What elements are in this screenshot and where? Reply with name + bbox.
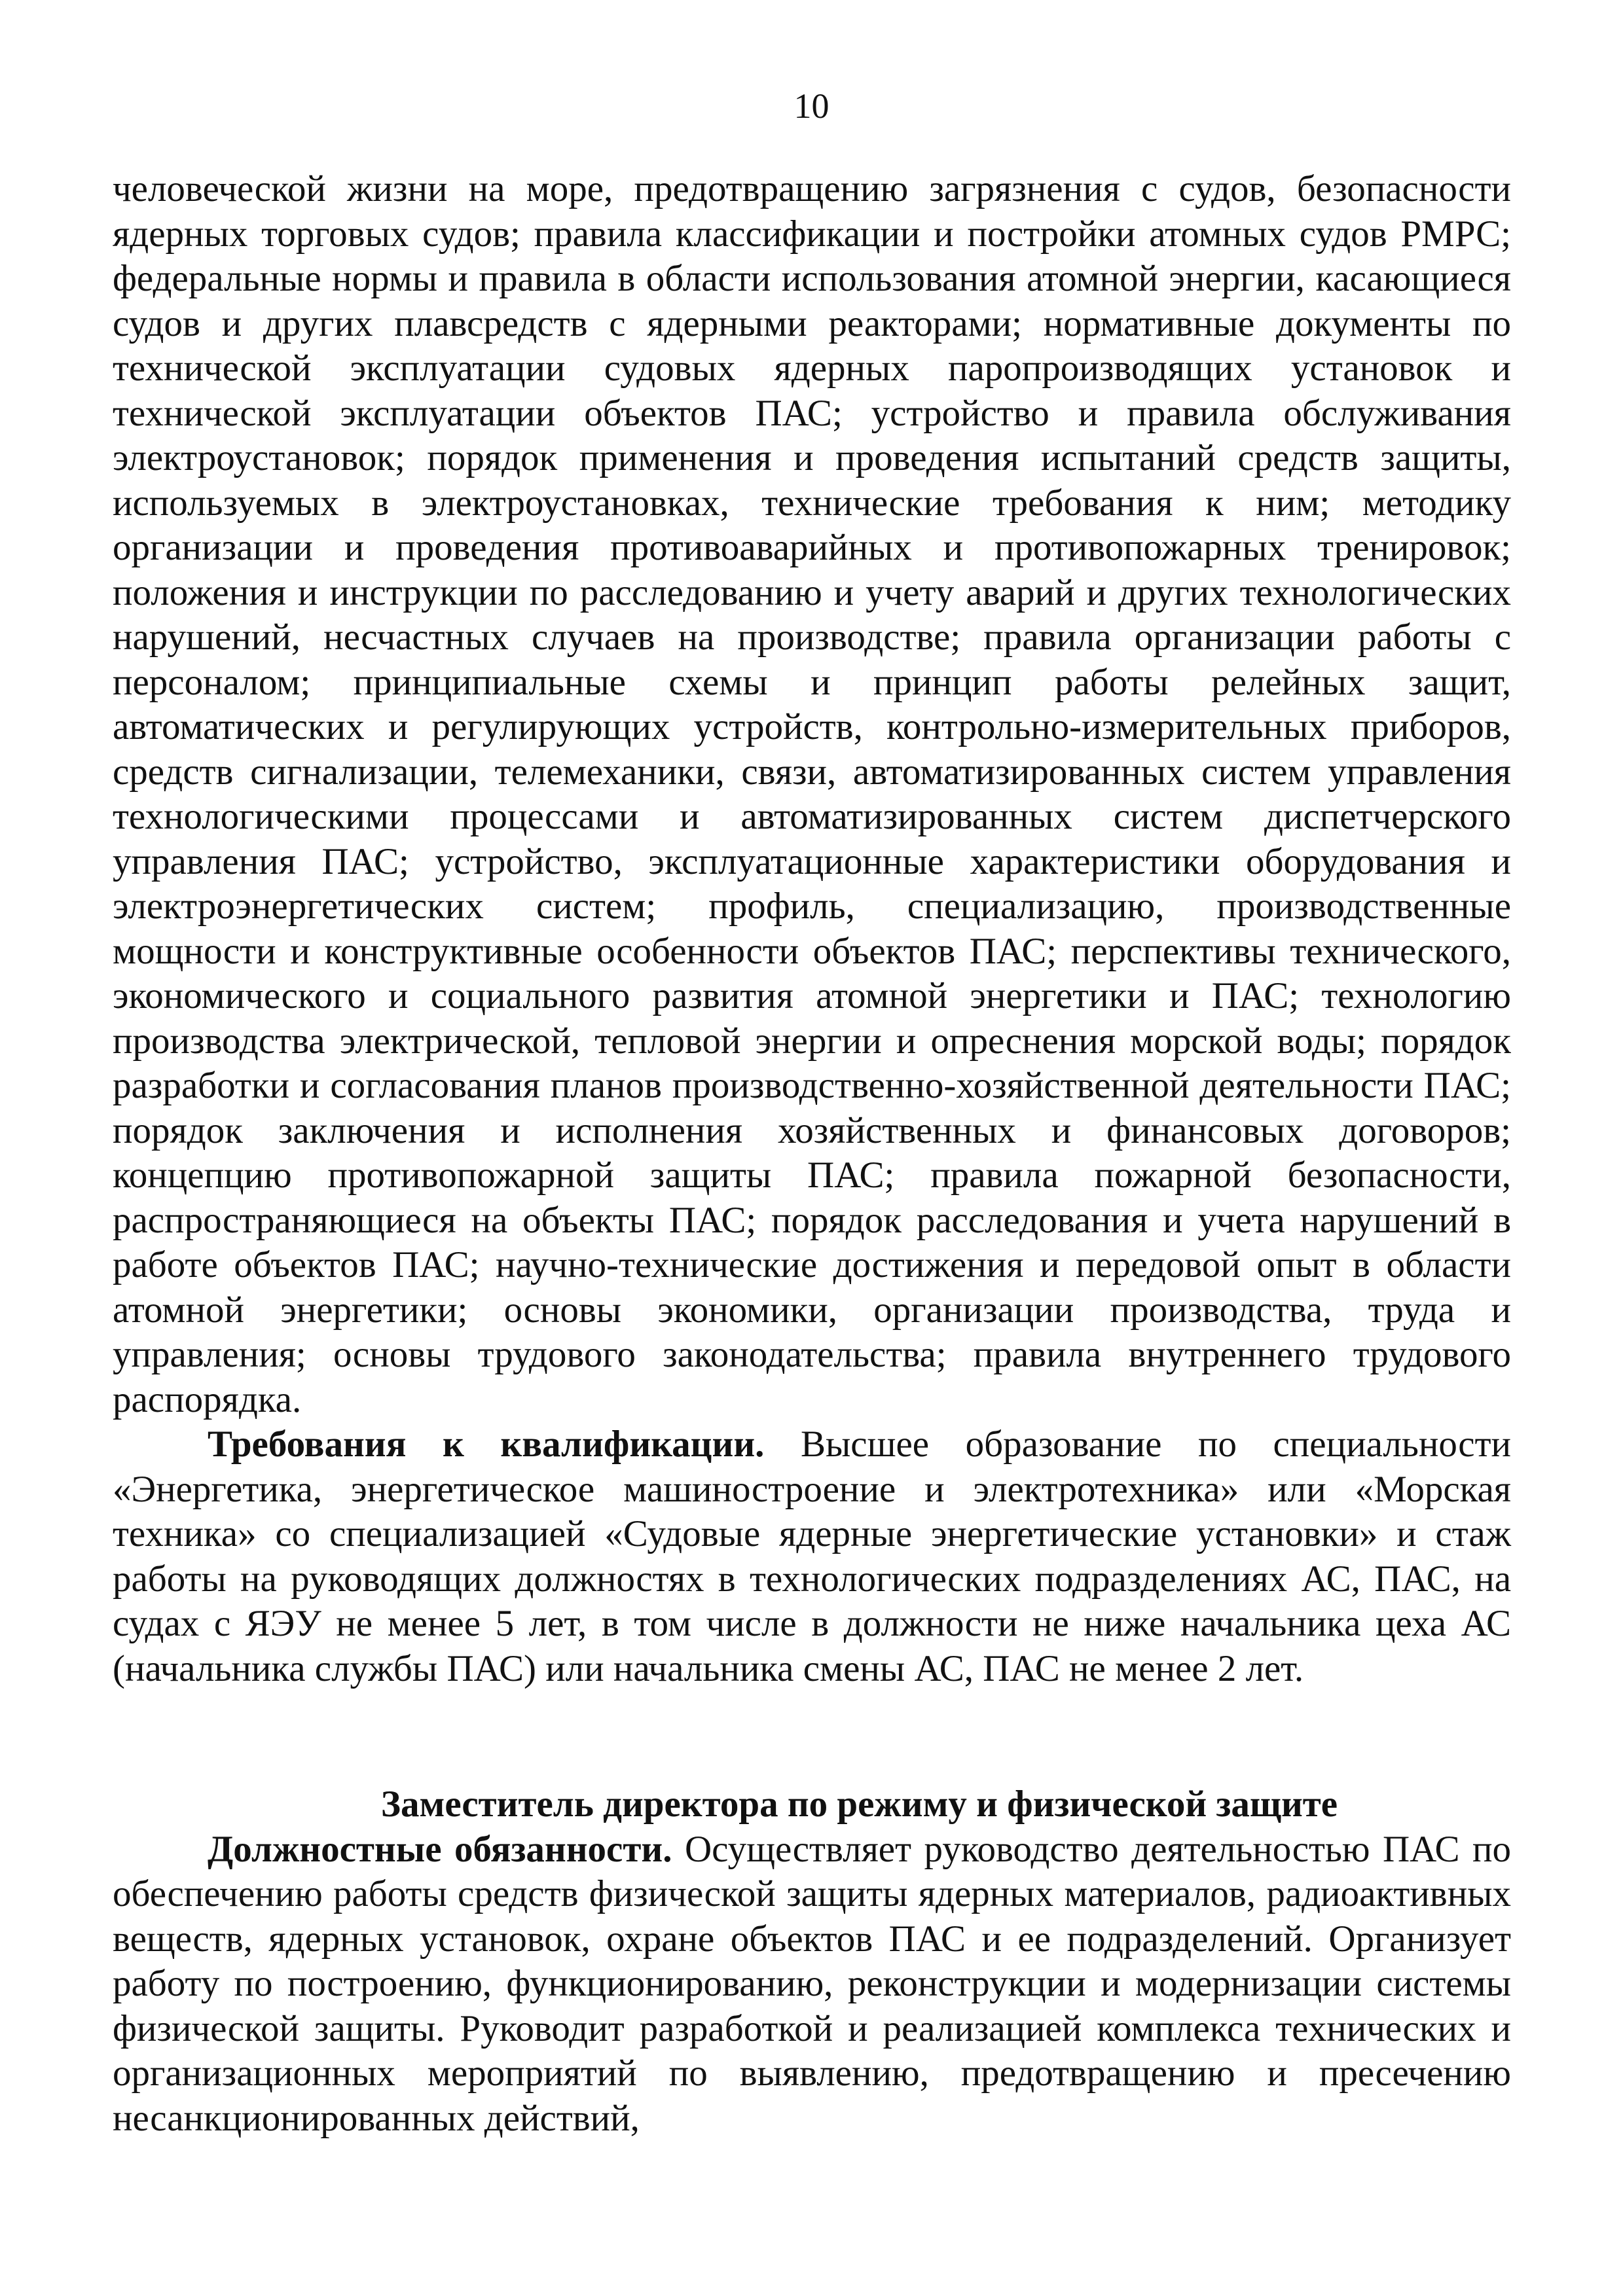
qualification-label: Требования к квалификации. bbox=[208, 1424, 765, 1465]
duties-text: Осуществляет руководство деятельностью ПАС по обеспечению работы средств физической защиты ядерных материалов, радиоактивных веществ, ядерных установок, охране объектов ПАС и ее подразделений. Организует работу по построению, функционированию, реконструкции и модернизации системы физической защиты. Руководит разработкой и реализацией комплекса технических и организационных мероприятий по выявлению, предотвращению и пресечению несанкционированных действий, bbox=[113, 1828, 1511, 2139]
qualification-text: Высшее образование по специальности «Энергетика, энергетическое машиностроение и электротехника» или «Морская техника» со специализацией «Судовые ядерные энергетические установки» и стаж работы на руководящих должностях в технологических подразделениях АС, ПАС, на судах с ЯЭУ не менее 5 лет, в том числе в должности не ниже начальника цеха АС (начальника службы ПАС) или начальника смены АС, ПАС не менее 2 лет. bbox=[113, 1424, 1511, 1689]
duties-label: Должностные обязанности. bbox=[208, 1828, 672, 1870]
section-heading: Заместитель директора по режиму и физической защите bbox=[380, 1784, 1338, 1825]
continuation-paragraph: человеческой жизни на море, предотвращению загрязнения с судов, безопасности ядерных торговых судов; правила классификации и постройки атомных судов РМРС; федеральные нормы и правила в области использования атомной энергии, касающиеся судов и других плавсредств с ядерными реакторами; нормативные документы по технической эксплуатации судовых ядерных паропроизводящих установок и технической эксплуатации объектов ПАС; устройство и правила обслуживания электроустановок; порядок применения и проведения испытаний средств защиты, используемых в электроустановках, технические требования к ним; методику организации и проведения противоаварийных и противопожарных тренировок; положения и инструкции по расследованию и учету аварий и других технологических нарушений, несчастных случаев на производстве; правила организации работы с персоналом; принципиальные схемы и принцип работы релейных защит, автоматических и регулирующих устройств, контрольно-измерительных приборов, средств сигнализации, телемеханики, связи, автоматизированных систем управления технологическими процессами и автоматизированных систем диспетчерского управления ПАС; устройство, эксплуатационные характеристики оборудования и электроэнергетических систем; профиль, специализацию, производственные мощности и конструктивные особенности объектов ПАС; перспективы технического, экономического и социального развития атомной энергетики и ПАС; технологию производства электрической, тепловой энергии и опреснения морской воды; порядок разработки и согласования планов производственно-хозяйственной деятельности ПАС; порядок заключения и исполнения хозяйственных и финансовых договоров; концепцию противопожарной защиты ПАС; правила пожарной безопасности, распространяющиеся на объекты ПАС; порядок расследования и учета нарушений в работе объектов ПАС; научно-технические достижения и передовой опыт в области атомной энергетики; основы экономики, организации производства, труда и управления; основы трудового законодательства; правила внутреннего трудового распорядка. bbox=[113, 168, 1511, 1420]
page-content bbox=[113, 167, 1511, 2141]
qualification-paragraph bbox=[113, 1422, 1511, 1691]
page-number: 10 bbox=[793, 86, 830, 126]
duties-paragraph bbox=[113, 1827, 1511, 2142]
